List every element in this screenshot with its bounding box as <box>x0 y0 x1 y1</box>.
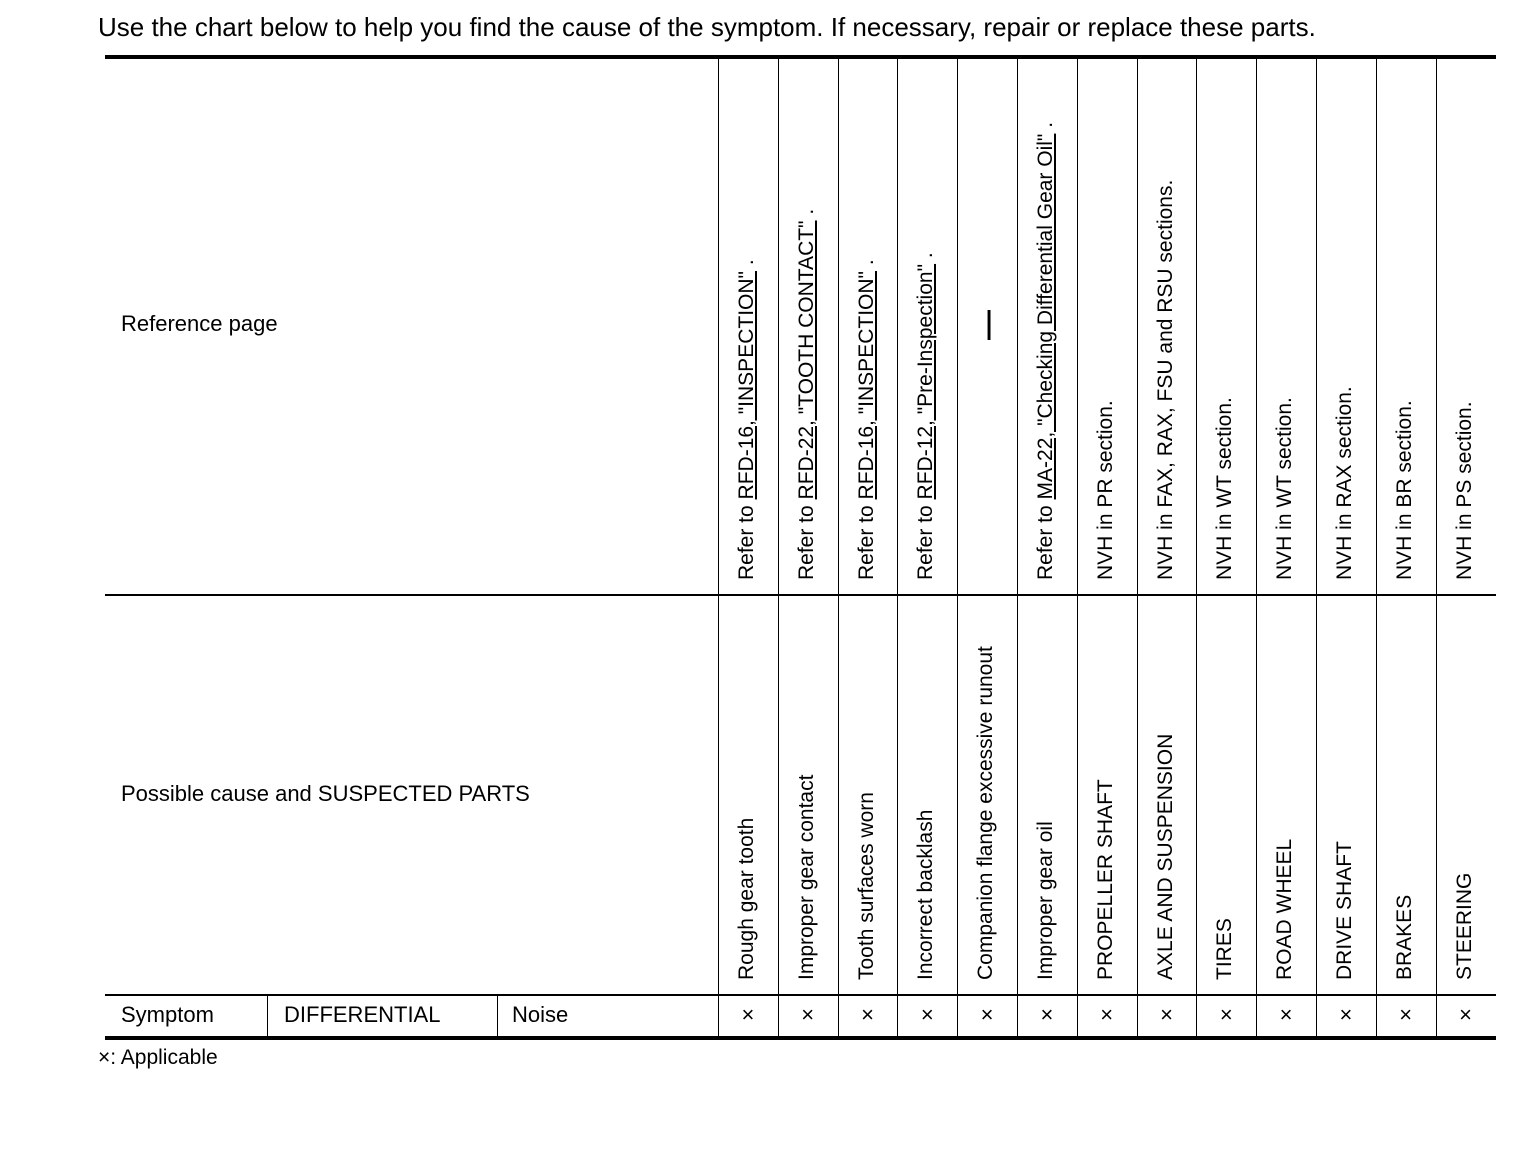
reference-suffix: . <box>914 252 938 264</box>
applicable-mark: × <box>1399 1002 1413 1027</box>
column-divider <box>1137 59 1138 1036</box>
cause-cell: Improper gear contact <box>794 774 818 980</box>
reference-cell <box>1394 400 1415 580</box>
reference-link[interactable]: RFD-12, "Pre-Inspection" <box>914 263 938 500</box>
cause-cell: DRIVE SHAFT <box>1332 841 1356 980</box>
reference-prefix: NVH in WT section. <box>1273 397 1297 580</box>
reference-cell <box>736 259 757 580</box>
applicable-mark: × <box>801 1002 815 1027</box>
cause-cell: TIRES <box>1213 918 1237 980</box>
applicable-mark: × <box>1160 1002 1173 1027</box>
reference-cell <box>1155 180 1176 580</box>
reference-cell <box>1274 397 1295 580</box>
reference-prefix: NVH in WT section. <box>1213 397 1237 580</box>
reference-link[interactable]: RFD-16, "INSPECTION" <box>734 271 758 500</box>
column-divider <box>778 59 779 1036</box>
reference-suffix: . <box>1033 121 1057 134</box>
reference-cell <box>1454 401 1475 580</box>
reference-link[interactable]: RFD-22, "TOOTH CONTACT" <box>794 220 818 500</box>
column-divider <box>1017 59 1018 1036</box>
reference-prefix: Refer to <box>1033 499 1057 580</box>
applicable-mark: × <box>980 1002 994 1027</box>
reference-prefix: Refer to <box>914 499 938 580</box>
column-divider <box>957 59 958 1036</box>
category-label: DIFFERENTIAL <box>284 1002 441 1027</box>
reference-prefix: Refer to <box>794 499 818 580</box>
possible-cause-label: Possible cause and SUSPECTED PARTS <box>121 781 530 806</box>
cause-cell: Rough gear tooth <box>734 817 758 980</box>
symptom-divider-2 <box>497 996 498 1036</box>
applicable-mark: × <box>1339 1002 1353 1027</box>
reference-prefix: Refer to <box>734 499 758 580</box>
reference-cell <box>856 259 877 580</box>
reference-prefix: Refer to <box>854 499 878 580</box>
reference-cell <box>1334 386 1355 580</box>
reference-prefix: NVH in FAX, RAX, FSU and RSU sections. <box>1153 179 1177 580</box>
reference-prefix: NVH in BR section. <box>1392 400 1416 580</box>
reference-suffix: . <box>854 259 878 272</box>
reference-prefix: NVH in PS section. <box>1452 401 1476 580</box>
applicable-mark: × <box>1100 1002 1114 1027</box>
reference-cell <box>796 209 817 580</box>
symptom-label: Symptom <box>121 1002 214 1027</box>
table-top-rule <box>105 55 1496 59</box>
reference-row-divider <box>105 594 1496 596</box>
reference-cell <box>1035 122 1056 580</box>
reference-link[interactable]: MA-22, "Checking Differential Gear Oil" <box>1033 133 1057 500</box>
applicable-mark: × <box>1219 1002 1233 1027</box>
cause-cell: ROAD WHEEL <box>1273 838 1297 980</box>
reference-none-dash: — <box>971 310 1005 340</box>
cause-cell: BRAKES <box>1392 894 1416 980</box>
reference-prefix: NVH in RAX section. <box>1332 386 1356 580</box>
cause-cell: Tooth surfaces worn <box>854 792 878 980</box>
column-divider <box>897 59 898 1036</box>
cause-cell: PROPELLER SHAFT <box>1093 779 1117 980</box>
reference-suffix: . <box>734 259 758 272</box>
column-divider <box>1077 59 1078 1036</box>
reference-page-label: Reference page <box>121 311 278 336</box>
column-divider <box>838 59 839 1036</box>
cause-cell: AXLE AND SUSPENSION <box>1153 733 1177 980</box>
intro-text: Use the chart below to help you find the cause of the symptom. If necessary, repair or replace these parts. <box>98 12 1316 42</box>
column-divider <box>1436 59 1437 1036</box>
cause-cell: Companion flange excessive runout <box>974 646 998 980</box>
cause-cell: STEERING <box>1452 872 1476 980</box>
applicable-mark: × <box>741 1002 755 1027</box>
column-divider <box>1316 59 1317 1036</box>
column-divider <box>1376 59 1377 1036</box>
legend: ×: Applicable <box>98 1046 218 1069</box>
reference-cell <box>1095 400 1116 580</box>
symptom-value: Noise <box>512 1002 569 1027</box>
column-divider <box>1256 59 1257 1036</box>
column-divider <box>718 59 719 1036</box>
cause-row-divider <box>105 994 1496 996</box>
reference-link[interactable]: RFD-16, "INSPECTION" <box>854 271 878 500</box>
applicable-mark: × <box>1040 1002 1054 1027</box>
reference-cell <box>915 252 936 580</box>
table-bottom-rule <box>105 1036 1496 1040</box>
reference-suffix: . <box>794 208 818 221</box>
column-divider <box>1196 59 1197 1036</box>
symptom-divider-1 <box>267 996 268 1036</box>
reference-cell <box>1214 397 1235 580</box>
cause-cell: Improper gear oil <box>1033 821 1057 980</box>
applicable-mark: × <box>1459 1002 1472 1027</box>
applicable-mark: × <box>861 1002 874 1027</box>
cause-cell: Incorrect backlash <box>914 809 938 980</box>
applicable-mark: × <box>920 1002 934 1027</box>
applicable-mark: × <box>1279 1002 1293 1027</box>
reference-prefix: NVH in PR section. <box>1093 400 1117 580</box>
